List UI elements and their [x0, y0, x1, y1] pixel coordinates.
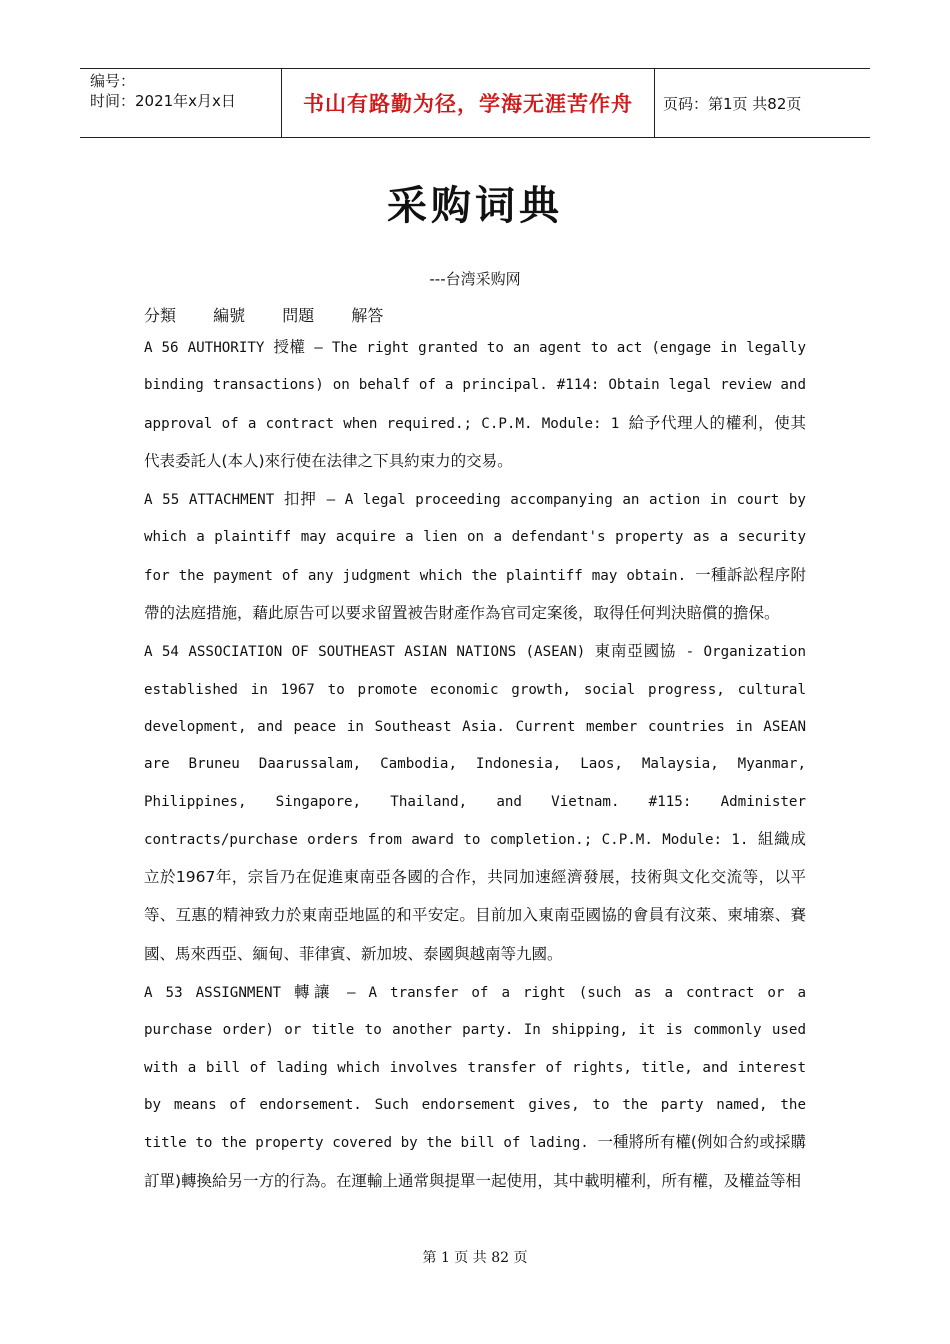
number-label: 编号：: [90, 72, 136, 90]
glossary-entry: [144, 974, 806, 1201]
entry-definition-zh: 一種將所有權(例如合約或採購訂單)轉換給另一方的行為。在運輸上通常與提單一起使用，其中載明權利，所有權，及權益等相: [144, 1133, 806, 1190]
page-info: 页码：第1页 共82页: [663, 94, 802, 113]
entry-code: A 53 ASSIGNMENT: [144, 985, 295, 1002]
entry-definition-en: – A transfer of a right (such as a contract or a purchase order) or title to another party. In shipping, it is commonly used with a bill of lading which involves transfer of rights, title, and interest by means of endorsement. Such endorsement gives, to the party named, the title to the property covered by the bill of lading.: [144, 985, 806, 1152]
entry-code: A 54 ASSOCIATION OF SOUTHEAST ASIAN NATIONS (ASEAN): [144, 644, 595, 661]
entry-definition-zh: 組織成立於1967年，宗旨乃在促進東南亞各國的合作，共同加速經濟發展，技術與文化交流等，以平等、互惠的精神致力於東南亞地區的和平安定。目前加入東南亞國協的會員有汶萊、柬埔寨、賽國、馬來西亞、緬甸、菲律賓、新加坡、泰國與越南等九國。: [144, 829, 806, 963]
page-footer: 第 1 页 共 82 页: [422, 1250, 528, 1266]
glossary-entry: [144, 329, 806, 481]
header-meta-cell: [80, 69, 282, 137]
glossary-entry: [144, 481, 806, 633]
glossary-entries: [144, 329, 806, 1201]
entry-term-zh: 轉讓: [294, 983, 334, 1002]
header-page-cell: [655, 69, 870, 137]
entry-definition-en: – The right granted to an agent to act (engage in legally binding transactions) on behalf of a principal. #114: Obtain legal review and approval of a contract when required.; C.P.M. Module: 1: [144, 340, 806, 432]
column-header: 編號: [213, 306, 246, 325]
entry-code: A 55 ATTACHMENT: [144, 492, 284, 509]
page-title: 采购词典: [387, 182, 563, 229]
document-header: [80, 68, 870, 138]
column-header: 解答: [351, 306, 384, 325]
entry-definition-zh: 一種訴訟程序附帶的法庭措施，藉此原告可以要求留置被告財產作為官司定案後，取得任何判決賠償的擔保。: [144, 565, 806, 623]
entry-term-zh: 授權: [273, 338, 306, 356]
column-header: 分類: [144, 306, 177, 325]
column-header: 問題: [282, 306, 315, 325]
entry-code: A 56 AUTHORITY: [144, 340, 274, 356]
column-headers: [144, 303, 415, 326]
entry-term-zh: 扣押: [283, 490, 317, 509]
entry-term-zh: 東南亞國協: [594, 642, 677, 661]
entry-definition-en: – A legal proceeding accompanying an action in court by which a plaintiff may acquire a lien on a defendant's property as a security for the payment of any judgment which the plaintiff may obtain.: [144, 492, 806, 584]
glossary-entry: [144, 633, 806, 974]
entry-definition-en: - Organization established in 1967 to promote economic growth, social progress, cultural development, and peace in Southeast Asia. Current member countries in ASEAN are Bruneu Daarussalam, Cambodia, Indonesia, Laos, Malaysia, Myanmar, Philippines, Singapore, Thailand, and Vietnam. #115: Administer contracts/purchase orders from award to completion.; C.P.M. Module: 1.: [144, 644, 806, 848]
page-subtitle: ---台湾采购网: [429, 270, 521, 288]
header-motto-cell: [282, 69, 655, 137]
time-label: 时间：2021年x月x日: [90, 92, 236, 110]
entry-definition-zh: 給予代理人的權利，使其代表委託人(本人)來行使在法律之下具約束力的交易。: [144, 413, 806, 470]
motto-text: 书山有路勤为径，学海无涯苦作舟: [303, 91, 633, 116]
